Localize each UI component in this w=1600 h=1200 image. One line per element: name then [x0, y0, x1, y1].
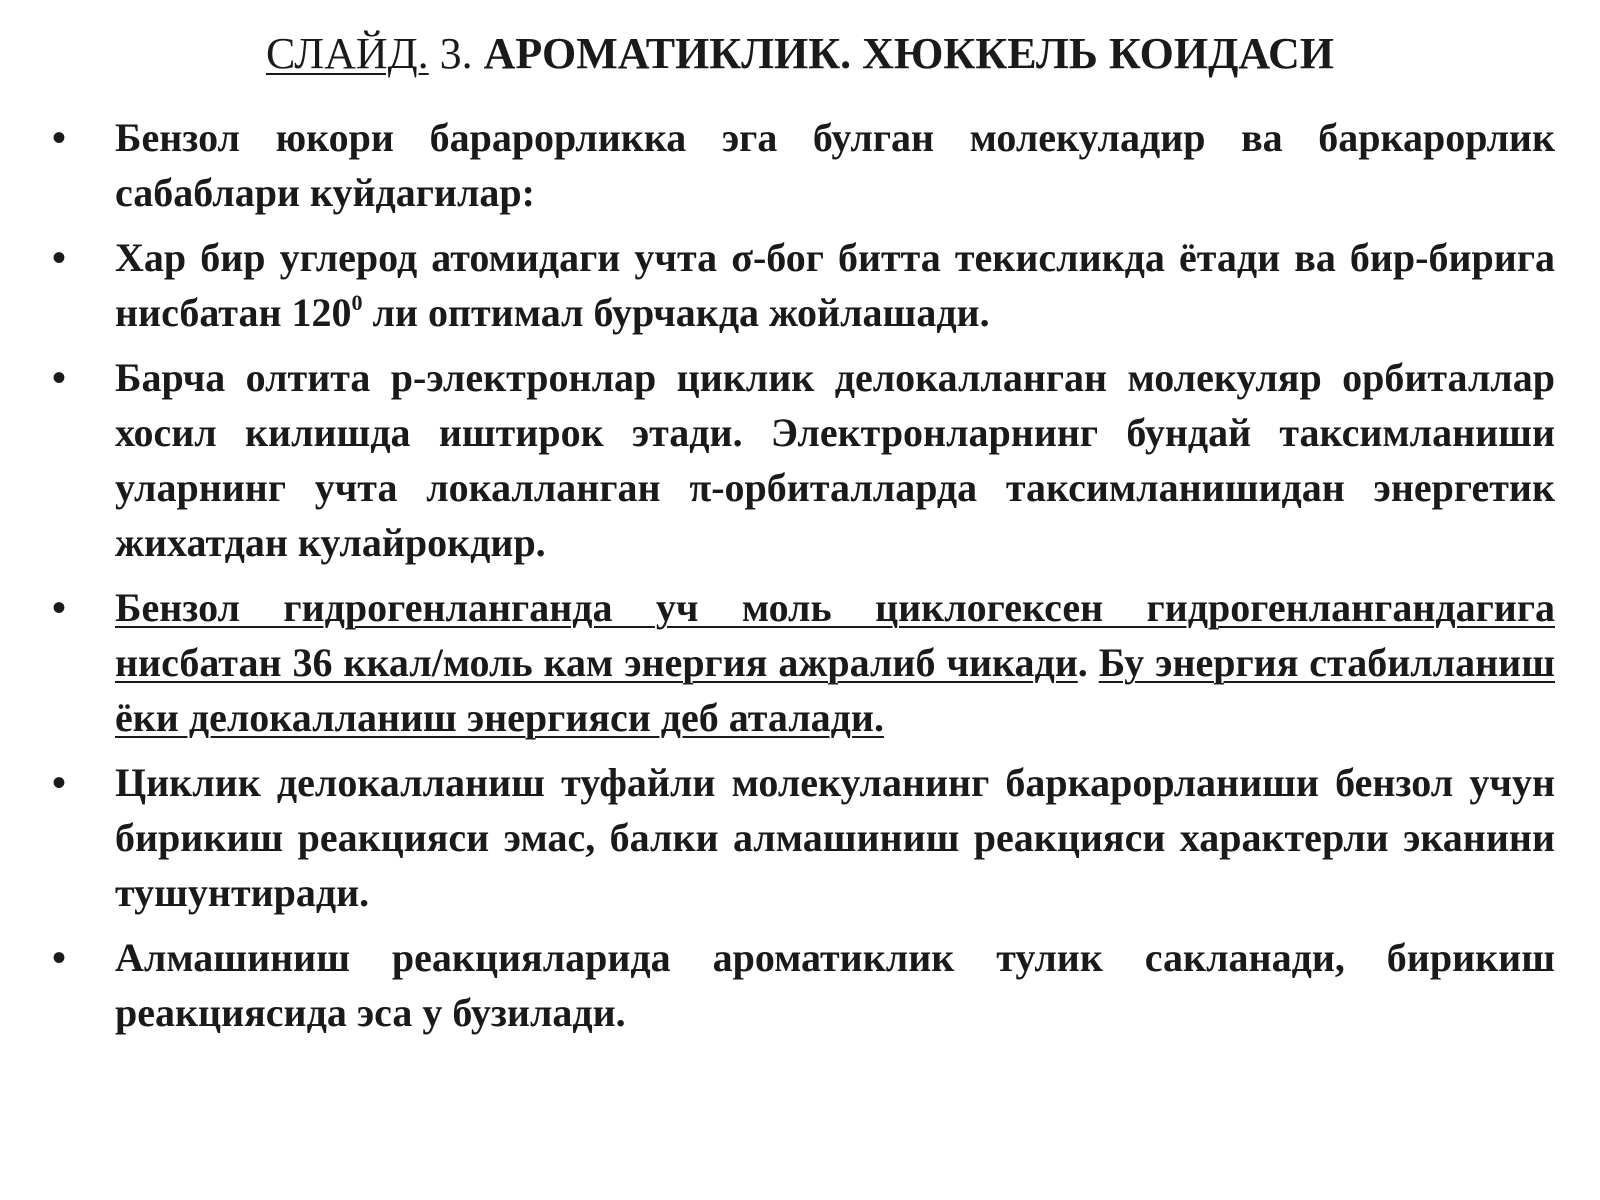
bullet-icon: •	[52, 585, 67, 630]
bullet-text: Барча олтита р-электронлар циклик делокалланган молекуляр орбиталлар хосил килишда иштирок этади. Электронларнинг бундай таксимланиши уларнинг учта локалланган π-орбиталларда таксимланишидан энергетик жихатдан кулайрокдир.	[115, 355, 1555, 565]
degree-superscript: 0	[351, 290, 363, 315]
list-item	[0, 110, 1600, 220]
slide-number: 3.	[428, 29, 484, 78]
bullet-text: Алмашиниш реакцияларида ароматиклик тулик сакланади, бирикиш реакциясида эса у бузилади.	[115, 935, 1555, 1035]
slide-heading: АРОМАТИКЛИК. ХЮККЕЛЬ КОИДАСИ	[483, 29, 1334, 78]
slide-label: СЛАЙД.	[265, 29, 429, 78]
list-item	[0, 350, 1600, 570]
underlined-text: Бу энергия стабилланиш ёки делокалланиш энергияси деб аталади.	[115, 640, 1555, 740]
list-item	[0, 930, 1600, 1040]
bullet-icon: •	[52, 115, 67, 160]
list-item	[0, 580, 1600, 745]
bullet-icon: •	[52, 355, 67, 400]
list-item	[0, 230, 1600, 340]
list-item	[0, 755, 1600, 920]
bullet-list	[0, 110, 1600, 1050]
bullet-text-before: Хар бир углерод атомидаги учта σ-бог битта текисликда ётади ва бир-бирига нисбатан 120	[115, 235, 1555, 335]
sentence-separator: .	[1077, 640, 1099, 685]
bullet-text	[115, 230, 1555, 340]
bullet-icon: •	[52, 935, 67, 980]
bullet-text-after: ли оптимал бурчакда жойлашади.	[362, 290, 990, 335]
bullet-icon: •	[52, 760, 67, 805]
slide-title	[0, 28, 1600, 80]
bullet-text: Бензол юкори барарорликка эга булган молекуладир ва баркарорлик сабаблари куйдагилар:	[115, 115, 1555, 215]
bullet-icon: •	[52, 235, 67, 280]
bullet-text: Циклик делокалланиш туфайли молекуланинг баркарорланиши бензол учун бирикиш реакцияси эмас, балки алмашиниш реакцияси характерли эканини тушунтиради.	[115, 760, 1555, 915]
bullet-text	[115, 580, 1555, 745]
underlined-text: Бензол гидрогенланганда уч моль циклогексен гидрогенлангандагига нисбатан 36 ккал/моль кам энергия ажралиб чикади	[115, 585, 1555, 685]
